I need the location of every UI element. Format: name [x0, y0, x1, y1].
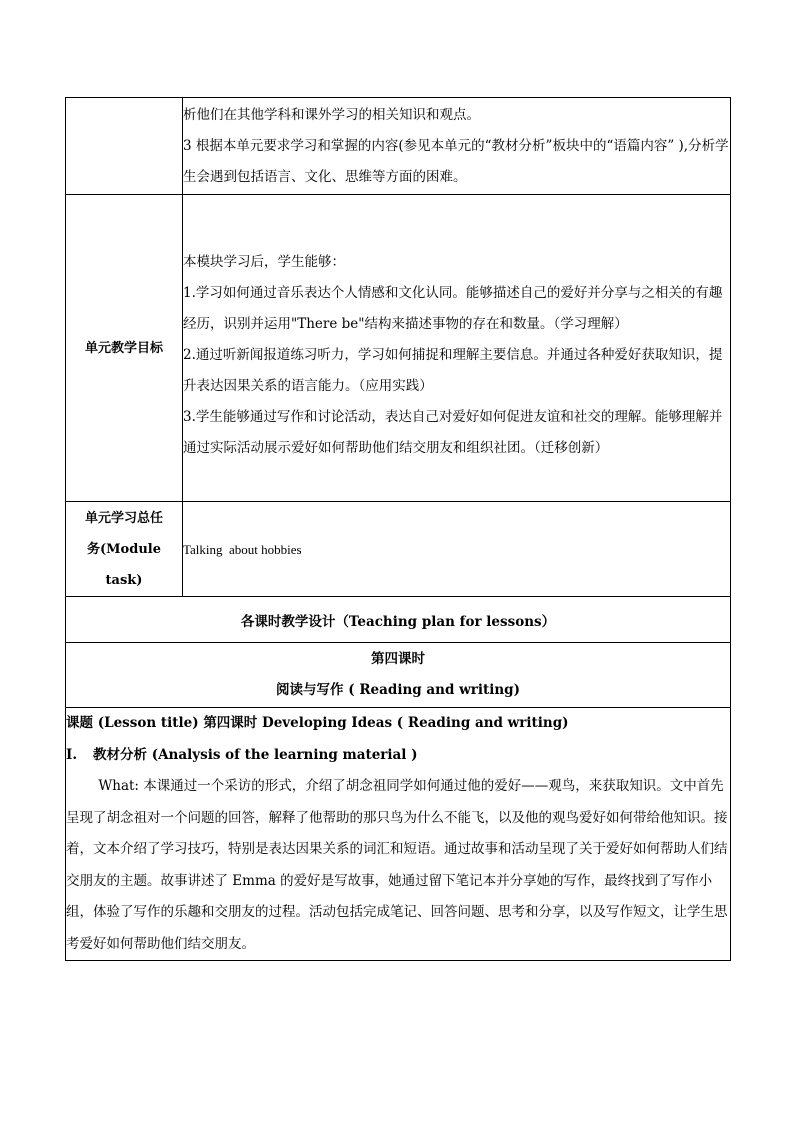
continuation-line: 3 根据本单元要求学习和掌握的内容(参见本单元的“教材分析”板块中的“语篇内容” ),分析学生会遇到包括语言、文化、思维等方面的困难。 — [183, 137, 729, 185]
objective-item: 2.通过听新闻报道练习听力，学习如何捕捉和理解主要信息。并通过各种爱好获取知识，提升表达因果关系的语言能力。（应用实践） — [183, 346, 723, 394]
section-heading — [66, 740, 730, 772]
objectives-intro: 本模块学习后，学生能够： — [183, 253, 345, 270]
module-task-text: Talking about hobbies — [183, 541, 302, 557]
objectives-content-cell — [183, 195, 731, 502]
lesson-title-label: 课题 (Lesson title) — [66, 715, 199, 731]
module-task-content — [183, 502, 731, 597]
lesson-type: 阅读与写作 ( Reading and writing) — [276, 682, 520, 698]
objectives-label: 单元教学目标 — [66, 195, 183, 502]
objective-item: 3.学生能够通过写作和讨论活动，表达自己对爱好如何促进友谊和社交的理解。能够理解并通过实际活动展示爱好如何帮助他们结交朋友和组织社团。（迁移创新） — [183, 408, 723, 456]
lesson-header-cell — [66, 643, 731, 708]
document-page — [65, 97, 730, 961]
plan-header-title: 各课时教学设计（Teaching plan for lessons） — [240, 613, 556, 630]
module-task-label-line: 单元学习总任 — [84, 510, 163, 526]
row-plan-header — [66, 597, 731, 643]
continuation-content-cell — [183, 98, 731, 195]
row-continuation — [66, 98, 731, 195]
lesson-title-value: 第四课时 Developing Ideas ( Reading and writing) — [203, 715, 569, 731]
row-module-task — [66, 502, 731, 597]
module-task-label — [66, 502, 183, 597]
lesson-plan-table — [65, 97, 731, 961]
objective-item: 1.学习如何通过音乐表达个人情感和文化认同。能够描述自己的爱好并分享与之相关的有趣经历，识别并运用"There be"结构来描述事物的存在和数量。（学习理解） — [183, 284, 723, 332]
lesson-title-line — [66, 708, 730, 740]
continuation-label-cell — [66, 98, 183, 195]
module-task-label-line: task) — [105, 572, 143, 588]
continuation-line: 析他们在其他学科和课外学习的相关知识和观点。 — [183, 106, 480, 123]
module-task-label-line: 务(Module — [87, 541, 161, 557]
lesson-number: 第四课时 — [371, 651, 425, 667]
row-lesson-header — [66, 643, 731, 708]
lesson-body-cell — [66, 708, 731, 961]
section-title: 教材分析 (Analysis of the learning material ) — [93, 746, 418, 763]
plan-header-cell — [66, 597, 731, 643]
material-analysis-paragraph: What: 本课通过一个采访的形式，介绍了胡念祖同学如何通过他的爱好——观鸟，来获取知识。文中首先呈现了胡念祖对一个问题的回答，解释了他帮助的那只鸟为什么不能飞，以及他的观鸟爱好如何带给他知识。接着，文本介绍了学习技巧，特别是表达因果关系的词汇和短语。通过故事和活动呈现了关于爱好如何帮助人们结交朋友的主题。故事讲述了 Emma 的爱好是写故事，她通过留下笔记本并分享她的写作，最终找到了写作小组，体验了写作的乐趣和交朋友的过程。活动包括完成笔记、回答问题、思考和分享，以及写作短文，让学生思考爱好如何帮助他们结交朋友。 — [66, 778, 728, 952]
section-number: I. — [66, 746, 78, 763]
row-objectives — [66, 195, 731, 502]
row-lesson-body — [66, 708, 731, 961]
